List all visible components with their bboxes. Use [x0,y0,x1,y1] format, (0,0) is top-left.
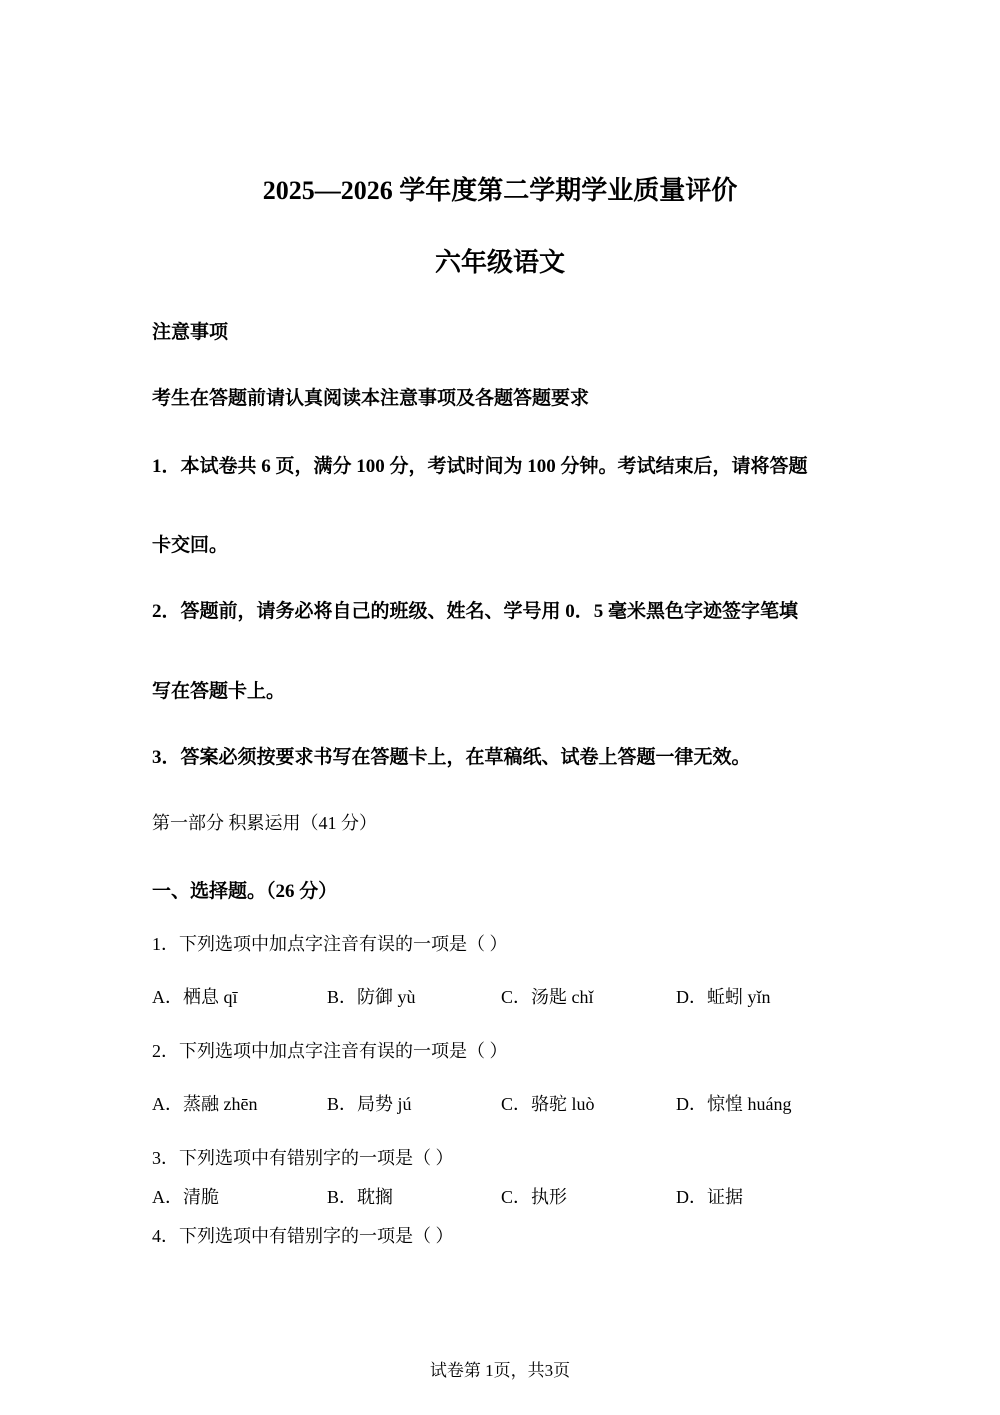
exam-subtitle: 六年级语文 [434,248,565,277]
section-1-heading: 一、选择题。（26 分） [152,881,338,902]
notice-heading: 注意事项 [152,322,229,343]
question-3-option-d: D．证据 [676,1187,743,1207]
question-2-option-d: D．惊惶 huáng [676,1094,792,1114]
question-1-option-d: D．蚯蚓 yǐn [676,987,771,1007]
notice-item-2-line-2: 写在答题卡上。 [152,681,286,702]
question-3-option-c: C．执形 [501,1187,568,1207]
notice-item-3: 3．答案必须按要求书写在答题卡上，在草稿纸、试卷上答题一律无效。 [152,747,751,768]
exam-title: 2025—2026 学年度第二学期学业质量评价 [262,176,738,205]
question-2-option-a: A．蒸融 zhēn [152,1094,258,1114]
question-2-stem: 2．下列选项中加点字注音有误的一项是（ ） [152,1041,508,1061]
notice-item-2-line-1: 2．答题前，请务必将自己的班级、姓名、学号用 0．5 毫米黑色字迹签字笔填 [152,601,799,622]
question-1-option-c: C．汤匙 chǐ [501,987,594,1007]
page-footer: 试卷第 1页，共3页 [429,1361,571,1380]
question-2-option-b: B．局势 jú [327,1094,412,1114]
notice-intro: 考生在答题前请认真阅读本注意事项及各题答题要求 [152,388,590,409]
question-1-option-a: A．栖息 qī [152,987,238,1007]
question-2-option-c: C．骆驼 luò [501,1094,595,1114]
question-3-option-a: A．清脆 [152,1187,219,1207]
notice-item-1-line-2: 卡交回。 [152,535,229,556]
question-3-option-b: B．耽搁 [327,1187,394,1207]
notice-item-1-line-1: 1．本试卷共 6 页，满分 100 分，考试时间为 100 分钟。考试结束后，请将答题 [152,456,808,477]
part-1-heading: 第一部分 积累运用（41 分） [152,813,377,833]
question-4-stem: 4．下列选项中有错别字的一项是（ ） [152,1226,454,1246]
question-1-stem: 1．下列选项中加点字注音有误的一项是（ ） [152,934,508,954]
question-1-option-b: B．防御 yù [327,987,416,1007]
question-3-stem: 3．下列选项中有错别字的一项是（ ） [152,1148,454,1168]
